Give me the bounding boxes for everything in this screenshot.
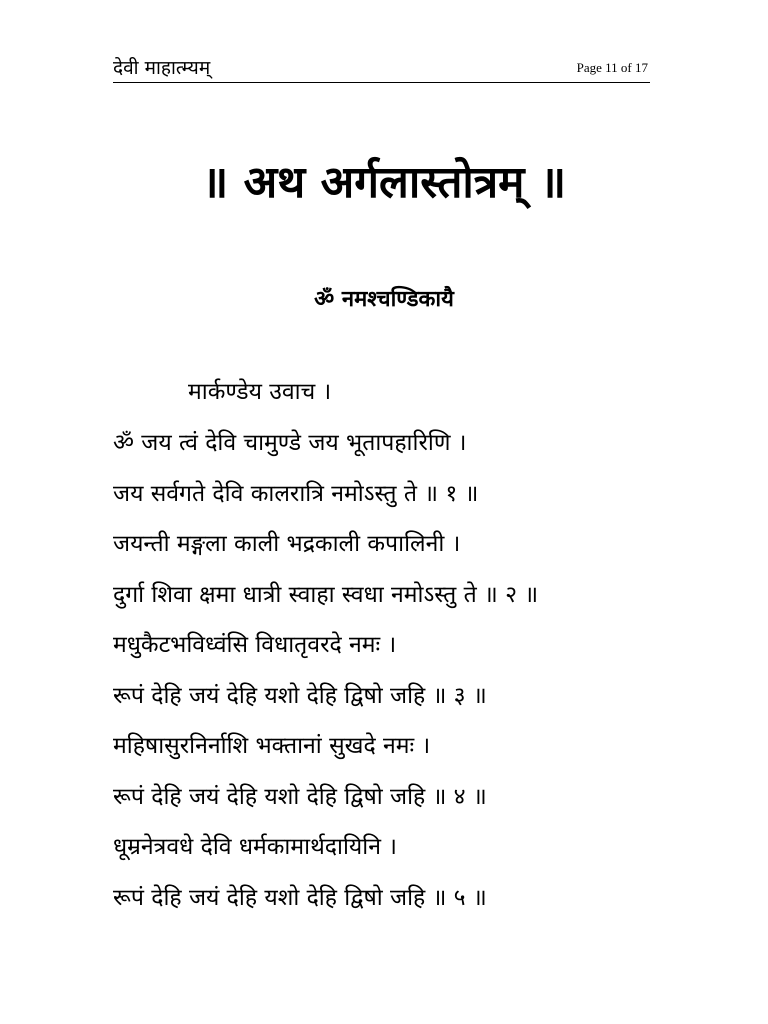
page-title: ॥ अथ अर्गलास्तोत्रम् ॥ xyxy=(201,157,567,208)
verse-line: जयन्ती मङ्गला काली भद्रकाली कपालिनी । xyxy=(113,531,461,557)
verse-line: रूपं देहि जयं देहि यशो देहि द्विषो जहि ॥ ३ ॥ xyxy=(113,682,487,709)
invocation-line: ॐ नमश्चण्डिकायै xyxy=(314,287,454,312)
page-header xyxy=(113,52,650,83)
verse-line: जय सर्वगते देवि कालरात्रि नमोऽस्तु ते ॥ १ ॥ xyxy=(113,480,479,507)
verse-line: ॐ जय त्वं देवि चामुण्डे जय भूतापहारिणि । xyxy=(113,430,467,456)
verse-line: महिषासुरनिर्नाशि भक्तानां सुखदे नमः । xyxy=(113,733,431,759)
speaker-line: मार्कण्डेय उवाच । xyxy=(188,379,332,405)
verse-line: मधुकैटभविध्वंसि विधातृवरदे नमः । xyxy=(113,632,397,658)
verse-line: दुर्गा शिवा क्षमा धात्री स्वाहा स्वधा नमोऽस्तु ते ॥ २ ॥ xyxy=(113,581,539,608)
document-title: देवी माहात्म्यम् xyxy=(113,57,211,79)
page-number: Page 11 of 17 xyxy=(576,60,648,75)
verse-line: रूपं देहि जयं देहि यशो देहि द्विषो जहि ॥ ५ ॥ xyxy=(113,884,487,911)
verse-line: रूपं देहि जयं देहि यशो देहि द्विषो जहि ॥ ४ ॥ xyxy=(113,783,487,810)
verse-block xyxy=(113,428,733,933)
verse-line: धूम्रनेत्रवधे देवि धर्मकामार्थदायिनि । xyxy=(113,834,398,860)
